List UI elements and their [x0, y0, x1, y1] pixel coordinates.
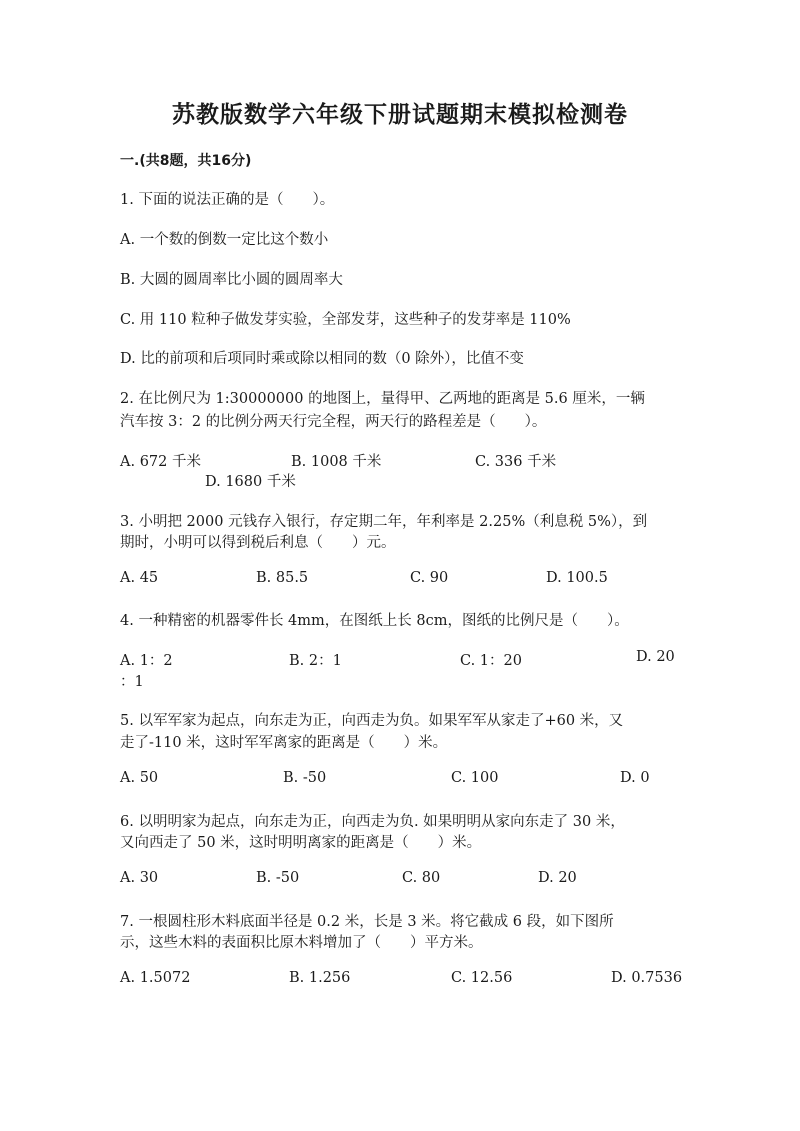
question-6-stem-line-1: 6. 以明明家为起点，向东走为正，向西走为负. 如果明明从家向东走了 30 米， — [120, 814, 625, 830]
question-2-option-a: A. 672 千米 — [120, 454, 201, 470]
question-2-stem-line-1: 2. 在比例尺为 1:30000000 的地图上，量得甲、乙两地的距离是 5.6 厘米，一辆 — [120, 391, 645, 407]
question-6-option-b: B. -50 — [256, 870, 300, 886]
question-4-option-d-continued: ：1 — [120, 674, 144, 690]
section-heading: 一.(共8题，共16分) — [120, 153, 252, 169]
question-1-option-d: D. 比的前项和后项同时乘或除以相同的数（0 除外），比值不变 — [120, 351, 524, 367]
question-4-stem: 4. 一种精密的机器零件长 4mm，在图纸上长 8cm，图纸的比例尺是（ ）。 — [120, 613, 629, 629]
question-1-option-b: B. 大圆的圆周率比小圆的圆周率大 — [120, 272, 343, 288]
question-7-stem-line-1: 7. 一根圆柱形木料底面半径是 0.2 米，长是 3 米。将它截成 6 段，如下图所 — [120, 914, 614, 930]
question-6-stem-line-2: 又向西走了 50 米，这时明明离家的距离是（ ）米。 — [120, 835, 482, 851]
question-7-stem-line-2: 示，这些木料的表面积比原木料增加了（ ）平方米。 — [120, 935, 483, 951]
question-2-option-c: C. 336 千米 — [475, 454, 557, 470]
question-1-stem: 1. 下面的说法正确的是（ ）。 — [120, 192, 335, 208]
page-title: 苏教版数学六年级下册试题期末模拟检测卷 — [172, 102, 628, 128]
question-5-stem-line-2: 走了-110 米，这时军军离家的距离是（ ）米。 — [120, 735, 448, 751]
question-7-option-d: D. 0.7536 — [611, 970, 683, 986]
question-4-option-c: C. 1：20 — [460, 653, 522, 669]
question-5-option-b: B. -50 — [283, 770, 327, 786]
question-6-option-c: C. 80 — [402, 870, 441, 886]
question-5-stem-line-1: 5. 以军军家为起点，向东走为正，向西走为负。如果军军从家走了+60 米，又 — [120, 713, 624, 729]
question-5-option-a: A. 50 — [120, 770, 159, 786]
question-3-stem-line-2: 期时，小明可以得到税后利息（ ）元。 — [120, 535, 396, 551]
question-7-option-b: B. 1.256 — [289, 970, 351, 986]
question-3-option-b: B. 85.5 — [256, 570, 309, 586]
question-3-stem-line-1: 3. 小明把 2000 元钱存入银行，存定期二年，年利率是 2.25%（利息税 5%），到 — [120, 514, 648, 530]
question-7-option-c: C. 12.56 — [451, 970, 513, 986]
question-6-option-d: D. 20 — [538, 870, 577, 886]
question-4-option-b: B. 2：1 — [289, 653, 342, 669]
question-4-option-d: D. 20 — [636, 649, 675, 665]
question-7-option-a: A. 1.5072 — [120, 970, 191, 986]
question-3-option-c: C. 90 — [410, 570, 449, 586]
question-2-option-b: B. 1008 千米 — [291, 454, 382, 470]
question-5-option-d: D. 0 — [620, 770, 650, 786]
question-2-stem-line-2: 汽车按 3：2 的比例分两天行完全程，两天行的路程差是（ ）。 — [120, 414, 547, 430]
question-5-option-c: C. 100 — [451, 770, 499, 786]
question-1-option-a: A. 一个数的倒数一定比这个数小 — [120, 232, 329, 248]
question-3-option-d: D. 100.5 — [546, 570, 608, 586]
question-6-option-a: A. 30 — [120, 870, 159, 886]
question-1-option-c: C. 用 110 粒种子做发芽实验，全部发芽，这些种子的发芽率是 110% — [120, 312, 571, 328]
question-3-option-a: A. 45 — [120, 570, 159, 586]
question-2-option-d: D. 1680 千米 — [205, 474, 296, 490]
question-4-option-a: A. 1：2 — [120, 653, 173, 669]
